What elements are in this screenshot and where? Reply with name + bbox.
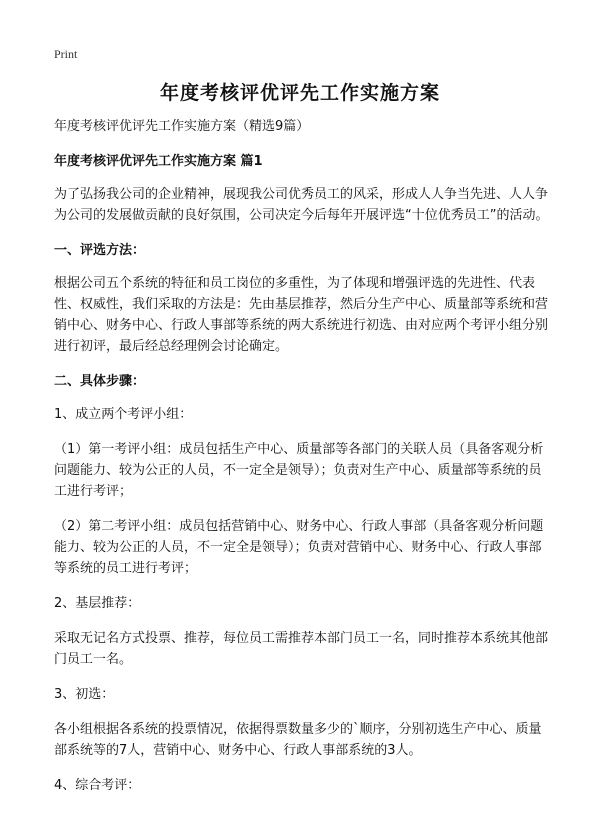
paragraph-method: 根据公司五个系统的特征和员工岗位的多重性，为了体现和增强评选的先进性、代表性、权威性，我们采取的方法是：先由基层推荐，然后分生产中心、质量部等系统和营销中心、财务中心、行政人事部等系统的两大系统进行初选、由对应两个考评小组分别进行初评，最后经总经理例会讨论确定。	[54, 276, 549, 354]
paragraph-group2: （2）第二考评小组：成员包括营销中心、财务中心、行政人事部（具备客观分析问题能力、较为公正的人员，不一定全是领导）；负责对营销中心、财务中心、行政人事部等系统的员工进行考评；	[54, 519, 544, 576]
document-subtitle: 年度考核评优评先工作实施方案（精选9篇）	[54, 119, 310, 134]
paragraph-intro: 为了弘扬我公司的企业精神，展现我公司优秀员工的风采，形成人人争当先进、人人争为公司的发展做贡献的良好氛围，公司决定今后每年开展评选“十位优秀员工”的活动。	[54, 187, 549, 223]
heading-evaluation-method: 一、评选方法：	[54, 243, 146, 258]
paragraph-step3: 3、初选：	[54, 687, 115, 702]
paragraph-recommend: 采取无记名方式投票、推荐，每位员工需推荐本部门员工一名，同时推荐本系统其他部门员工一名。	[54, 631, 549, 667]
paragraph-step4: 4、综合考评：	[54, 778, 141, 793]
paragraph-step1: 1、成立两个考评小组：	[54, 407, 193, 422]
document-body	[54, 116, 550, 810]
page-title: 年度考核评优评先工作实施方案	[159, 82, 440, 104]
heading-specific-steps: 二、具体步骤：	[54, 374, 146, 389]
paragraph-group1: （1）第一考评小组：成员包括生产中心、质量部等各部门的关联人员（具备客观分析问题能力、较为公正的人员，不一定全是领导）；负责对生产中心、质量部等系统的员工进行考评；	[54, 442, 544, 499]
paragraph-step2: 2、基层推荐：	[54, 596, 141, 611]
section-title: 年度考核评优评先工作实施方案 篇1	[54, 154, 263, 169]
paragraph-preselect: 各小组根据各系统的投票情况，依据得票数量多少的`顺序，分别初选生产中心、质量部系统等的7人，营销中心、财务中心、行政人事部系统的3人。	[54, 722, 542, 758]
print-link[interactable]: Print	[54, 47, 78, 61]
